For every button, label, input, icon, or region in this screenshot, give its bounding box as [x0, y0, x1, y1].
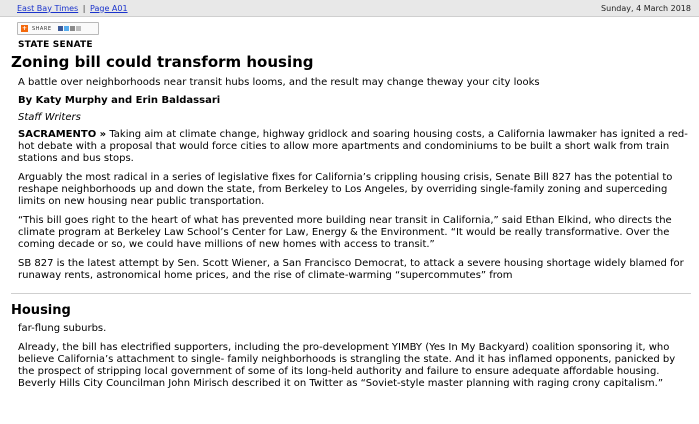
section-label: STATE SENATE	[18, 40, 93, 50]
deck: A battle over neighborhoods near transit hubs looms, and the result may change theway your city looks	[18, 77, 540, 88]
publication-date: Sunday, 4 March 2018	[601, 3, 691, 13]
publication-link[interactable]: East Bay Times	[17, 3, 79, 13]
twitter-icon	[64, 26, 69, 31]
byline: By Katy Murphy and Erin Baldassari	[18, 95, 221, 106]
paragraph-text: Taking aim at climate change, highway gridlock and soaring housing costs, a California lawmaker has ignited a red-hot debate with a proposal that would force cities to allow more apartments and condominiums to be built a short walk from train stations and bus stops.	[18, 129, 688, 164]
share-button[interactable]	[17, 22, 99, 35]
headline: Zoning bill could transform housing	[11, 53, 314, 71]
share-label: SHARE	[32, 25, 52, 32]
email-icon	[70, 26, 75, 31]
article-paragraph: Arguably the most radical in a series of legislative fixes for California’s crippling housing crisis, Senate Bill 827 has the potential to reshape neighborhoods up and down the state, from Berkeley to Los Angeles, by overriding single-family zoning and superceding limits on new housing near public transportation.	[18, 172, 673, 207]
article-paragraph	[18, 129, 688, 165]
publication-bar	[0, 0, 699, 17]
author-role: Staff Writers	[18, 112, 81, 123]
article	[11, 38, 691, 397]
facebook-icon	[58, 26, 63, 31]
divider	[11, 293, 691, 294]
article-paragraph: SB 827 is the latest attempt by Sen. Scott Wiener, a San Francisco Democrat, to attack a severe housing shortage widely blamed for runaway rents, astronomical home prices, and the rise of climate-warming “supercommutes” from	[18, 258, 684, 281]
page-link[interactable]: Page A01	[90, 3, 128, 13]
article-paragraph: “This bill goes right to the heart of what has prevented more building near transit in California,” said Ethan Elkind, who directs the climate program at Berkeley Law School’s Center for Law, Energy & the Environment. “It would be really transformative. Over the coming decade or so, we could have millions of new homes with access to transit.”	[18, 215, 672, 250]
more-icon	[76, 26, 81, 31]
addthis-plus-icon: +	[21, 25, 28, 32]
breadcrumb	[17, 4, 128, 13]
article-paragraph: Already, the bill has electrified supporters, including the pro-development YIMBY (Yes In My Backyard) coalition sponsoring it, who believe California’s attachment to single- family neighborhoods is strangling the state. And it has inflamed opponents, panicked by the prospect of stripping local government of some of its long-held authority and failure to ensure adequate affordable housing. Beverly Hills City Councilman John Mirisch described it on Twitter as “Soviet-style master planning with raging crony capitalism.”	[18, 342, 676, 389]
breadcrumb-separator: |	[82, 3, 86, 13]
continuation-heading: Housing	[11, 303, 71, 318]
article-paragraph: far-flung suburbs.	[18, 323, 107, 334]
dateline: SACRAMENTO »	[18, 129, 107, 140]
